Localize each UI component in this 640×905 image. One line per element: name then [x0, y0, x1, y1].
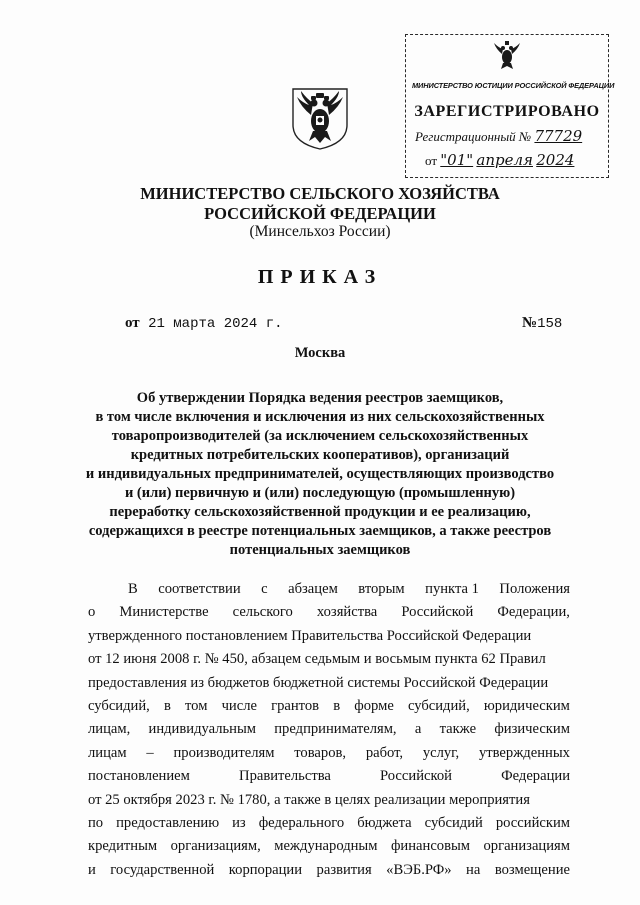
- body-word: государственной: [110, 861, 215, 878]
- body-word: предоставления из бюджетов бюджетной системы Российской Федерации: [88, 674, 549, 691]
- body-line: [88, 601, 570, 624]
- body-word: возмещение: [494, 861, 570, 878]
- body-word: постановлением: [88, 768, 190, 785]
- title-line: и (или) первичную и (или) последующую (промышленную): [124, 485, 516, 501]
- title-line: содержащихся в реестре потенциальных заемщиков, а также реестров: [88, 523, 552, 539]
- body-word: лицам,: [88, 721, 131, 738]
- stamp-ministry-name: МИНИСТЕРСТВО ЮСТИЦИИ РОССИЙСКОЙ ФЕДЕРАЦИИ: [412, 81, 615, 90]
- body-word: абзацем: [288, 581, 338, 597]
- body-word: Российской: [380, 768, 452, 785]
- title-line: и индивидуальных предпринимателей, осуществляющих производство: [85, 466, 555, 482]
- body-word: федерального: [258, 815, 345, 832]
- body-word: физическим: [494, 721, 570, 738]
- body-line: [88, 765, 570, 788]
- body-line: [88, 625, 570, 648]
- body-word: субсидий,: [88, 698, 150, 715]
- body-line: [88, 718, 570, 741]
- body-word: организациям,: [170, 838, 261, 855]
- body-word: том: [184, 698, 208, 715]
- body-word: утвержденных: [478, 744, 570, 761]
- body-word: российским: [495, 815, 570, 832]
- body-word: –: [146, 744, 154, 761]
- body-word: на: [466, 861, 481, 878]
- body-word: индивидуальным: [148, 721, 256, 738]
- body-word: корпорации: [228, 861, 303, 878]
- stamp-date-prefix: от: [425, 153, 438, 168]
- title-line: кредитных потребительских кооперативов), организаций: [130, 447, 510, 463]
- body-word: числе: [221, 698, 257, 715]
- body-word: Федерации,: [497, 604, 570, 621]
- body-word: пункта 1: [425, 581, 479, 597]
- order-number-value: 158: [537, 316, 563, 332]
- body-word: по: [88, 815, 104, 832]
- body-word: также: [439, 721, 477, 738]
- body-word: Правительства: [239, 768, 331, 785]
- order-number: [522, 315, 562, 332]
- ministry-name: [0, 184, 640, 224]
- body-line: [88, 742, 570, 765]
- order-date: [125, 315, 283, 332]
- body-line: [88, 648, 570, 671]
- body-word: хозяйства: [316, 604, 378, 621]
- body-word: юридическим: [483, 698, 570, 715]
- body-line: [88, 672, 570, 695]
- body-word: товаров,: [294, 744, 347, 761]
- body-word: бюджета: [357, 815, 412, 832]
- stamp-reg-number: 77729: [534, 127, 583, 145]
- body-word: Федерации: [501, 768, 570, 785]
- order-number-sign: №: [522, 315, 538, 331]
- body-word: от 12 июня 2008 г. № 450, абзацем седьмым и восьмым пункта 62 Правил: [88, 651, 546, 668]
- body-word: в: [163, 698, 171, 715]
- body-word: утвержденного постановлением Правительства Российской Федерации: [88, 627, 532, 644]
- order-date-prefix: от: [125, 315, 140, 331]
- body-word: в: [333, 698, 341, 715]
- body-word: и: [88, 861, 96, 878]
- body-word: международным: [274, 838, 378, 855]
- body-word: Положения: [499, 581, 570, 597]
- body-word: В: [128, 581, 138, 597]
- body-word: а: [414, 721, 422, 738]
- body-word: лицам: [88, 744, 127, 761]
- body-word: субсидий,: [407, 698, 470, 715]
- body-word: развития: [316, 861, 372, 878]
- body-word: соответствии: [158, 581, 241, 597]
- body-word: предпринимателям,: [274, 721, 397, 738]
- body-word: вторым: [358, 581, 405, 597]
- title-line: в том числе включения и исключения из них сельскохозяйственных: [95, 409, 545, 425]
- stamp-eagle-emblem: [492, 39, 522, 71]
- body-word: услуг,: [422, 744, 460, 761]
- body-word: предоставлению: [116, 815, 220, 832]
- body-word: сельского: [232, 604, 293, 621]
- body-line: [88, 859, 570, 882]
- coat-of-arms-emblem: [289, 85, 351, 151]
- body-word: от 25 октября 2023 г. № 1780, а также в целях реализации мероприятия: [88, 791, 530, 808]
- stamp-date-day: "01": [440, 151, 474, 169]
- order-date-value: 21 марта 2024 г.: [148, 316, 283, 332]
- ministry-name-line1: МИНИСТЕРСТВО СЕЛЬСКОГО ХОЗЯЙСТВА: [140, 184, 500, 203]
- body-word: Российской: [401, 604, 474, 621]
- body-word: Министерстве: [119, 604, 209, 621]
- order-title: [70, 389, 570, 560]
- body-line: [88, 789, 570, 812]
- body-word: форме: [354, 698, 394, 715]
- ministry-short-name: (Минсельхоз России): [249, 223, 391, 240]
- title-line: Об утверждении Порядка ведения реестров заемщиков,: [136, 390, 504, 406]
- title-line: потенциальных заемщиков: [229, 542, 411, 558]
- stamp-registration-number-line: [415, 127, 582, 145]
- city-name: Москва: [294, 345, 346, 361]
- body-word: из: [232, 815, 246, 832]
- stamp-date-month: апреля: [476, 151, 533, 169]
- body-word: грантов: [271, 698, 320, 715]
- title-line: товаропроизводителей (за исключением сельскохозяйственных: [111, 428, 529, 444]
- stamp-date-year: 2024: [536, 151, 575, 169]
- body-word: о: [88, 604, 96, 621]
- registration-stamp: [405, 34, 615, 178]
- body-line: [88, 835, 570, 858]
- body-word: с: [261, 581, 268, 597]
- document-type-heading: ПРИКАЗ: [257, 266, 383, 288]
- body-paragraph: [88, 578, 570, 882]
- body-word: кредитным: [88, 838, 158, 855]
- stamp-date-line: [425, 151, 574, 169]
- stamp-reg-label: Регистрационный №: [415, 129, 532, 144]
- title-line: переработку сельскохозяйственной продукции и ее реализацию,: [109, 504, 531, 520]
- ministry-name-line2: РОССИЙСКОЙ ФЕДЕРАЦИИ: [204, 204, 436, 223]
- body-word: работ,: [365, 744, 404, 761]
- body-line: [88, 812, 570, 835]
- body-line: [88, 578, 570, 601]
- body-word: «ВЭБ.РФ»: [386, 861, 452, 878]
- body-word: производителям: [173, 744, 275, 761]
- body-line: [88, 695, 570, 718]
- stamp-registered-label: ЗАРЕГИСТРИРОВАНО: [414, 103, 600, 120]
- body-word: организациям: [483, 838, 570, 855]
- body-word: субсидий: [424, 815, 483, 832]
- body-word: финансовым: [390, 838, 471, 855]
